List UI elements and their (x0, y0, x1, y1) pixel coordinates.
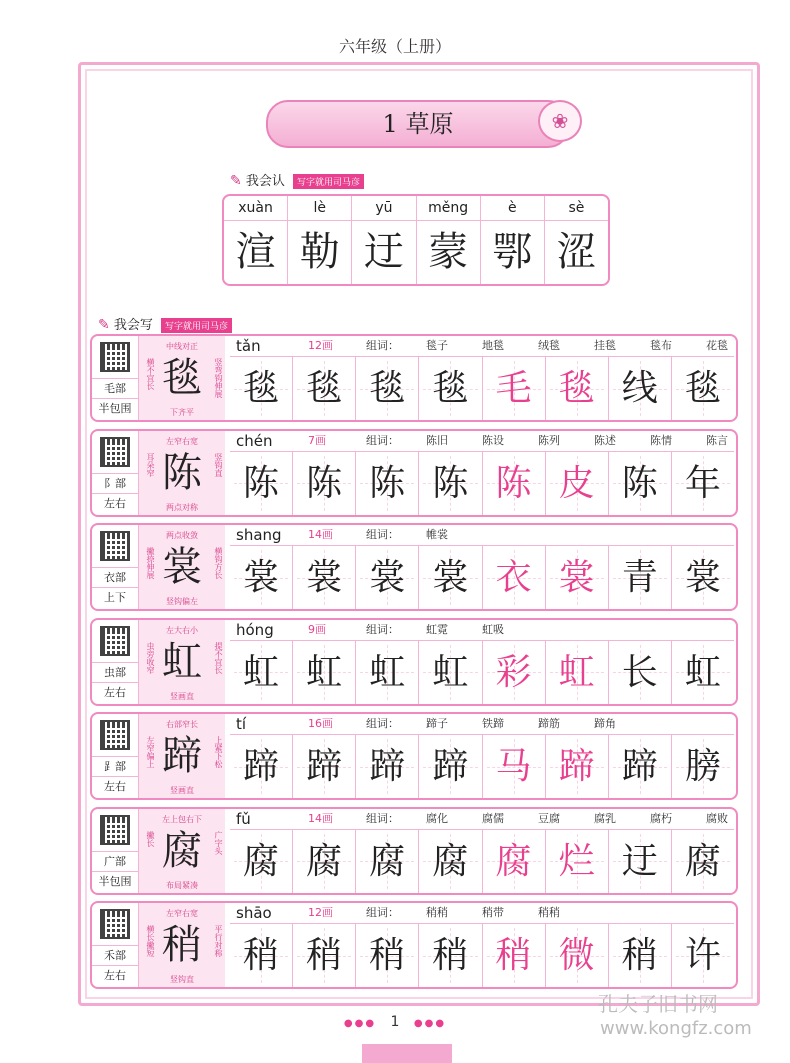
practice-cell (609, 830, 672, 893)
practice-char: 腐 (684, 840, 721, 882)
qr-code-icon[interactable] (100, 342, 130, 372)
practice-cell (230, 641, 293, 704)
row-meta (92, 809, 139, 893)
practice-cell (546, 641, 609, 704)
words-label: 组词： (366, 433, 399, 447)
practice-cell (609, 546, 672, 609)
practice-grid (230, 546, 734, 609)
practice-char: 腐 (243, 840, 280, 882)
practice-cell (419, 830, 482, 893)
radical-label: 毛部 (92, 378, 138, 399)
write-row (90, 429, 738, 517)
info-line (230, 336, 734, 357)
practice-char: 陈 (306, 462, 343, 504)
read-cell (481, 196, 545, 284)
practice-cell (419, 924, 482, 987)
practice-char: 微 (558, 935, 595, 976)
words-label: 组词： (366, 622, 399, 636)
row-meta (92, 336, 139, 420)
practice-cell (672, 357, 734, 420)
qr-code-icon[interactable] (100, 720, 130, 750)
practice-cell (546, 357, 609, 420)
char-pinyin: shang (236, 526, 282, 544)
practice-char: 烂 (558, 840, 595, 882)
word-item: 腐儒 (482, 811, 504, 825)
model-char-area (139, 809, 225, 893)
char-pinyin: hóng (236, 620, 274, 639)
tip-top: 左大右小 (166, 625, 198, 635)
char-pinyin: chén (236, 431, 273, 450)
read-char: 勒 (299, 229, 340, 275)
row-meta (92, 714, 139, 798)
tip-bottom: 竖钩直 (170, 975, 194, 984)
practice-cell (483, 924, 546, 987)
word-item: 帷裳 (426, 528, 448, 541)
structure-label: 左右 (92, 965, 138, 986)
qr-code-icon[interactable] (100, 815, 130, 845)
read-cell (224, 196, 288, 284)
stroke-count: 16画 (308, 717, 333, 730)
practice-cell (546, 452, 609, 515)
info-line (230, 714, 734, 735)
qr-code-icon[interactable] (100, 909, 130, 939)
structure-label: 左右 (92, 493, 138, 514)
tip-left: 撇长 (146, 830, 155, 847)
dots-right: ●●● (413, 1018, 447, 1029)
read-table (222, 194, 610, 286)
tip-bottom: 下齐平 (170, 408, 194, 417)
practice-char: 许 (684, 935, 721, 976)
model-char-area (139, 714, 225, 798)
structure-label: 左右 (92, 682, 138, 703)
tip-bottom: 两点对称 (166, 502, 198, 512)
stroke-count: 12画 (308, 339, 333, 352)
info-line (230, 903, 734, 924)
page-number: 1 (390, 1014, 400, 1030)
model-char: 裳 (162, 544, 202, 590)
practice-cell (356, 357, 419, 420)
word-item: 陈情 (650, 433, 672, 447)
read-section-tag: 写字就用司马彦 (293, 174, 364, 189)
practice-cell (230, 546, 293, 609)
word-item: 陈述 (594, 433, 616, 447)
structure-label: 左右 (92, 776, 138, 797)
practice-grid (230, 452, 734, 515)
structure-label: 半包围 (92, 871, 138, 892)
practice-cell (356, 641, 419, 704)
word-item: 稍稍 (538, 906, 560, 919)
practice-cell (293, 452, 356, 515)
practice-cell (483, 735, 546, 798)
practice-char: 腐 (495, 840, 532, 882)
practice-char: 皮 (558, 462, 595, 504)
qr-code-icon[interactable] (100, 531, 130, 561)
practice-char: 毛 (495, 368, 532, 409)
practice-cell (230, 357, 293, 420)
practice-char: 马 (495, 746, 532, 787)
radical-label: 虫部 (92, 662, 138, 683)
word-item: 陈设 (482, 433, 504, 447)
write-row (90, 618, 738, 706)
word-item: 腐乳 (594, 811, 616, 825)
practice-char: 膀 (684, 746, 721, 787)
practice-char: 稍 (432, 935, 469, 976)
practice-cell (356, 546, 419, 609)
stroke-count: 7画 (308, 433, 326, 447)
practice-cell (483, 641, 546, 704)
practice-char: 虹 (369, 651, 406, 693)
structure-label: 上下 (92, 587, 138, 608)
read-cell (545, 196, 608, 284)
bottom-tab (362, 1044, 452, 1063)
practice-cell (419, 735, 482, 798)
tip-bottom: 竖钩偏左 (166, 597, 198, 606)
practice-char: 毯 (432, 368, 469, 409)
mascot-icon: ❀ (538, 100, 582, 142)
practice-char: 腐 (432, 840, 469, 882)
pencil-icon: ✎ (98, 317, 110, 333)
read-section-header (230, 170, 364, 189)
practice-cell (293, 641, 356, 704)
practice-char: 迂 (621, 840, 658, 882)
row-meta (92, 620, 139, 704)
word-item: 稍稍 (426, 906, 448, 919)
tip-bottom: 竖画直 (170, 786, 194, 795)
practice-cell (293, 924, 356, 987)
model-char: 虹 (162, 638, 202, 685)
practice-char: 腐 (369, 840, 406, 882)
stroke-count: 9画 (308, 622, 326, 636)
word-item: 挂毯 (594, 339, 616, 352)
model-char-area (139, 525, 225, 609)
practice-cell (356, 735, 419, 798)
practice-cell (672, 452, 734, 515)
practice-char: 衣 (495, 557, 532, 598)
read-char: 渲 (235, 229, 276, 275)
word-item: 蹄角 (594, 717, 616, 730)
word-item: 毯布 (650, 339, 672, 352)
practice-char: 裳 (558, 557, 595, 598)
tip-left: 撇捺伸展 (146, 547, 155, 579)
tip-top: 中线对正 (166, 342, 198, 351)
practice-char: 陈 (369, 462, 406, 504)
practice-cell (230, 735, 293, 798)
read-char: 涩 (556, 229, 597, 275)
practice-cell (419, 452, 482, 515)
char-pinyin: tí (236, 715, 247, 733)
practice-char: 线 (621, 368, 658, 409)
qr-code-icon[interactable] (100, 437, 130, 467)
tip-top: 右部窄长 (166, 720, 198, 729)
tip-right: 竖钩直 (214, 452, 223, 477)
write-section-header (98, 314, 232, 333)
structure-label: 半包围 (92, 398, 138, 419)
tip-top: 左上包右下 (162, 814, 202, 824)
model-char-area (139, 620, 225, 704)
radical-label: 广部 (92, 851, 138, 872)
word-item: 绒毯 (538, 339, 560, 352)
practice-char: 稍 (621, 935, 658, 976)
words-label: 组词： (366, 906, 399, 919)
tip-right: 提不宜长 (214, 641, 223, 674)
tip-left: 横长撇短 (146, 925, 155, 957)
practice-cell (609, 735, 672, 798)
tip-left: 左窄偏上 (146, 736, 155, 768)
read-pinyin: è (481, 196, 544, 221)
model-char: 毯 (162, 355, 202, 401)
tip-left: 耳朵窄 (146, 452, 155, 477)
practice-cell (483, 357, 546, 420)
word-item: 豆腐 (538, 811, 560, 825)
watermark-text: 孔夫子旧书网 (598, 992, 718, 1016)
info-line (230, 620, 734, 641)
model-char: 腐 (162, 827, 202, 874)
practice-char: 裳 (306, 557, 343, 598)
write-row (90, 523, 738, 611)
tip-right: 广字头 (214, 830, 223, 855)
practice-char: 陈 (432, 462, 469, 504)
practice-char: 年 (684, 462, 721, 504)
practice-cell (546, 735, 609, 798)
write-row (90, 807, 738, 895)
practice-char: 稍 (306, 935, 343, 976)
word-item: 陈言 (706, 433, 728, 447)
stroke-count: 14画 (308, 811, 333, 825)
practice-cell (546, 546, 609, 609)
practice-cell (672, 735, 734, 798)
practice-cell (672, 546, 734, 609)
practice-char: 虹 (432, 651, 469, 693)
practice-cell (546, 924, 609, 987)
practice-char: 陈 (243, 462, 280, 504)
word-item: 蹄子 (426, 717, 448, 730)
row-meta (92, 525, 139, 609)
practice-char: 陈 (495, 462, 532, 504)
practice-grid (230, 641, 734, 704)
page-header: 六年级（上册） (338, 37, 451, 56)
practice-cell (419, 546, 482, 609)
practice-char: 虹 (243, 651, 280, 693)
read-char: 迂 (363, 229, 404, 275)
practice-grid (230, 735, 734, 798)
word-item: 虹吸 (482, 622, 504, 636)
practice-cell (356, 452, 419, 515)
practice-char: 蹄 (369, 746, 406, 787)
practice-char: 青 (621, 557, 658, 598)
practice-char: 蹄 (243, 746, 280, 787)
read-pinyin: yū (352, 196, 415, 221)
practice-char: 长 (621, 651, 658, 693)
char-pinyin: shāo (236, 904, 272, 922)
practice-char: 蹄 (432, 746, 469, 787)
write-row (90, 901, 738, 989)
practice-cell (483, 546, 546, 609)
practice-cell (230, 830, 293, 893)
read-pinyin: xuàn (224, 196, 287, 221)
practice-cell (483, 830, 546, 893)
char-pinyin: fǔ (236, 809, 251, 828)
model-char: 蹄 (162, 733, 202, 779)
words-label: 组词： (366, 528, 399, 541)
read-section-label: 我会认 (245, 174, 285, 189)
char-pinyin: tǎn (236, 337, 261, 355)
tip-top: 左窄右宽 (166, 436, 198, 446)
practice-cell (230, 452, 293, 515)
practice-cell (293, 357, 356, 420)
write-section-label: 我会写 (113, 318, 153, 333)
tip-right: 横钩方长 (214, 547, 223, 579)
practice-cell (546, 830, 609, 893)
practice-char: 稍 (243, 935, 280, 976)
practice-cell (293, 546, 356, 609)
practice-char: 蹄 (621, 746, 658, 787)
practice-char: 虹 (306, 651, 343, 693)
practice-char: 蹄 (306, 746, 343, 787)
word-item: 虹霓 (426, 622, 448, 636)
radical-label: ⻊部 (92, 756, 138, 777)
lesson-title: 1 草原 (266, 100, 570, 148)
tip-left: 虫旁收窄 (146, 641, 155, 674)
practice-char: 裳 (369, 557, 406, 598)
radical-label: 禾部 (92, 945, 138, 966)
info-line (230, 525, 734, 546)
practice-cell (609, 452, 672, 515)
watermark-url: www.kongfz.com (600, 1018, 752, 1039)
read-pinyin: měng (417, 196, 480, 221)
practice-char: 裳 (432, 557, 469, 598)
stroke-count: 12画 (308, 906, 333, 919)
word-item: 地毯 (482, 339, 504, 352)
practice-grid (230, 924, 734, 987)
qr-code-icon[interactable] (100, 626, 130, 656)
tip-right: 竖弯钩伸展 (214, 358, 223, 398)
practice-char: 毯 (684, 368, 721, 409)
model-char-area (139, 431, 225, 515)
practice-cell (419, 357, 482, 420)
read-cell (417, 196, 481, 284)
practice-cell (672, 830, 734, 893)
word-item: 稍带 (482, 906, 504, 919)
write-row (90, 712, 738, 800)
row-meta (92, 431, 139, 515)
read-char: 蒙 (428, 229, 469, 275)
stroke-count: 14画 (308, 528, 333, 541)
practice-char: 毯 (369, 368, 406, 409)
practice-char: 彩 (495, 651, 532, 693)
read-cell (352, 196, 416, 284)
practice-char: 毯 (306, 368, 343, 409)
practice-cell (672, 641, 734, 704)
practice-cell (483, 452, 546, 515)
read-cell (288, 196, 352, 284)
words-label: 组词： (366, 811, 399, 825)
row-meta (92, 903, 139, 987)
practice-char: 稍 (369, 935, 406, 976)
tip-right: 平行对称 (214, 925, 223, 957)
write-row (90, 334, 738, 422)
practice-cell (293, 830, 356, 893)
practice-char: 腐 (306, 840, 343, 882)
info-line (230, 809, 734, 830)
practice-char: 虹 (558, 651, 595, 693)
word-item: 铁蹄 (482, 717, 504, 730)
word-item: 陈旧 (426, 433, 448, 447)
practice-cell (356, 924, 419, 987)
model-char: 陈 (162, 449, 202, 496)
practice-cell (609, 357, 672, 420)
tip-left: 横不宜长 (146, 358, 155, 390)
practice-char: 稍 (495, 935, 532, 976)
word-item: 腐化 (426, 811, 448, 825)
read-pinyin: lè (288, 196, 351, 221)
words-label: 组词： (366, 717, 399, 730)
tip-bottom: 竖画直 (170, 691, 194, 701)
dots-left: ●●● (343, 1018, 377, 1029)
tip-right: 上紧下松 (214, 736, 223, 768)
model-char-area (139, 903, 225, 987)
words-label: 组词： (366, 339, 399, 352)
practice-char: 毯 (243, 368, 280, 409)
model-char: 稍 (162, 922, 202, 968)
word-item: 陈列 (538, 433, 560, 447)
read-pinyin: sè (545, 196, 608, 221)
practice-cell (609, 641, 672, 704)
model-char-area (139, 336, 225, 420)
practice-char: 裳 (243, 557, 280, 598)
practice-char: 蹄 (558, 746, 595, 787)
read-char: 鄂 (492, 229, 533, 275)
practice-cell (230, 924, 293, 987)
practice-cell (293, 735, 356, 798)
practice-grid (230, 830, 734, 893)
practice-cell (609, 924, 672, 987)
practice-cell (356, 830, 419, 893)
practice-cell (419, 641, 482, 704)
practice-grid (230, 357, 734, 420)
word-item: 腐败 (706, 811, 728, 825)
word-item: 毯子 (426, 339, 448, 352)
write-section-tag: 写字就用司马彦 (161, 318, 232, 333)
info-line (230, 431, 734, 452)
tip-bottom: 布局紧凑 (166, 880, 198, 890)
radical-label: 衣部 (92, 567, 138, 588)
word-item: 腐朽 (650, 811, 672, 825)
practice-char: 虹 (684, 651, 721, 693)
tip-top: 两点收敛 (166, 531, 198, 540)
word-item: 花毯 (706, 339, 728, 352)
pencil-icon: ✎ (230, 173, 242, 189)
practice-char: 毯 (558, 368, 595, 409)
radical-label: 阝部 (92, 473, 138, 494)
word-item: 蹄筋 (538, 717, 560, 730)
tip-top: 左窄右宽 (166, 909, 198, 918)
practice-char: 陈 (621, 462, 658, 504)
practice-char: 裳 (684, 557, 721, 598)
practice-cell (672, 924, 734, 987)
